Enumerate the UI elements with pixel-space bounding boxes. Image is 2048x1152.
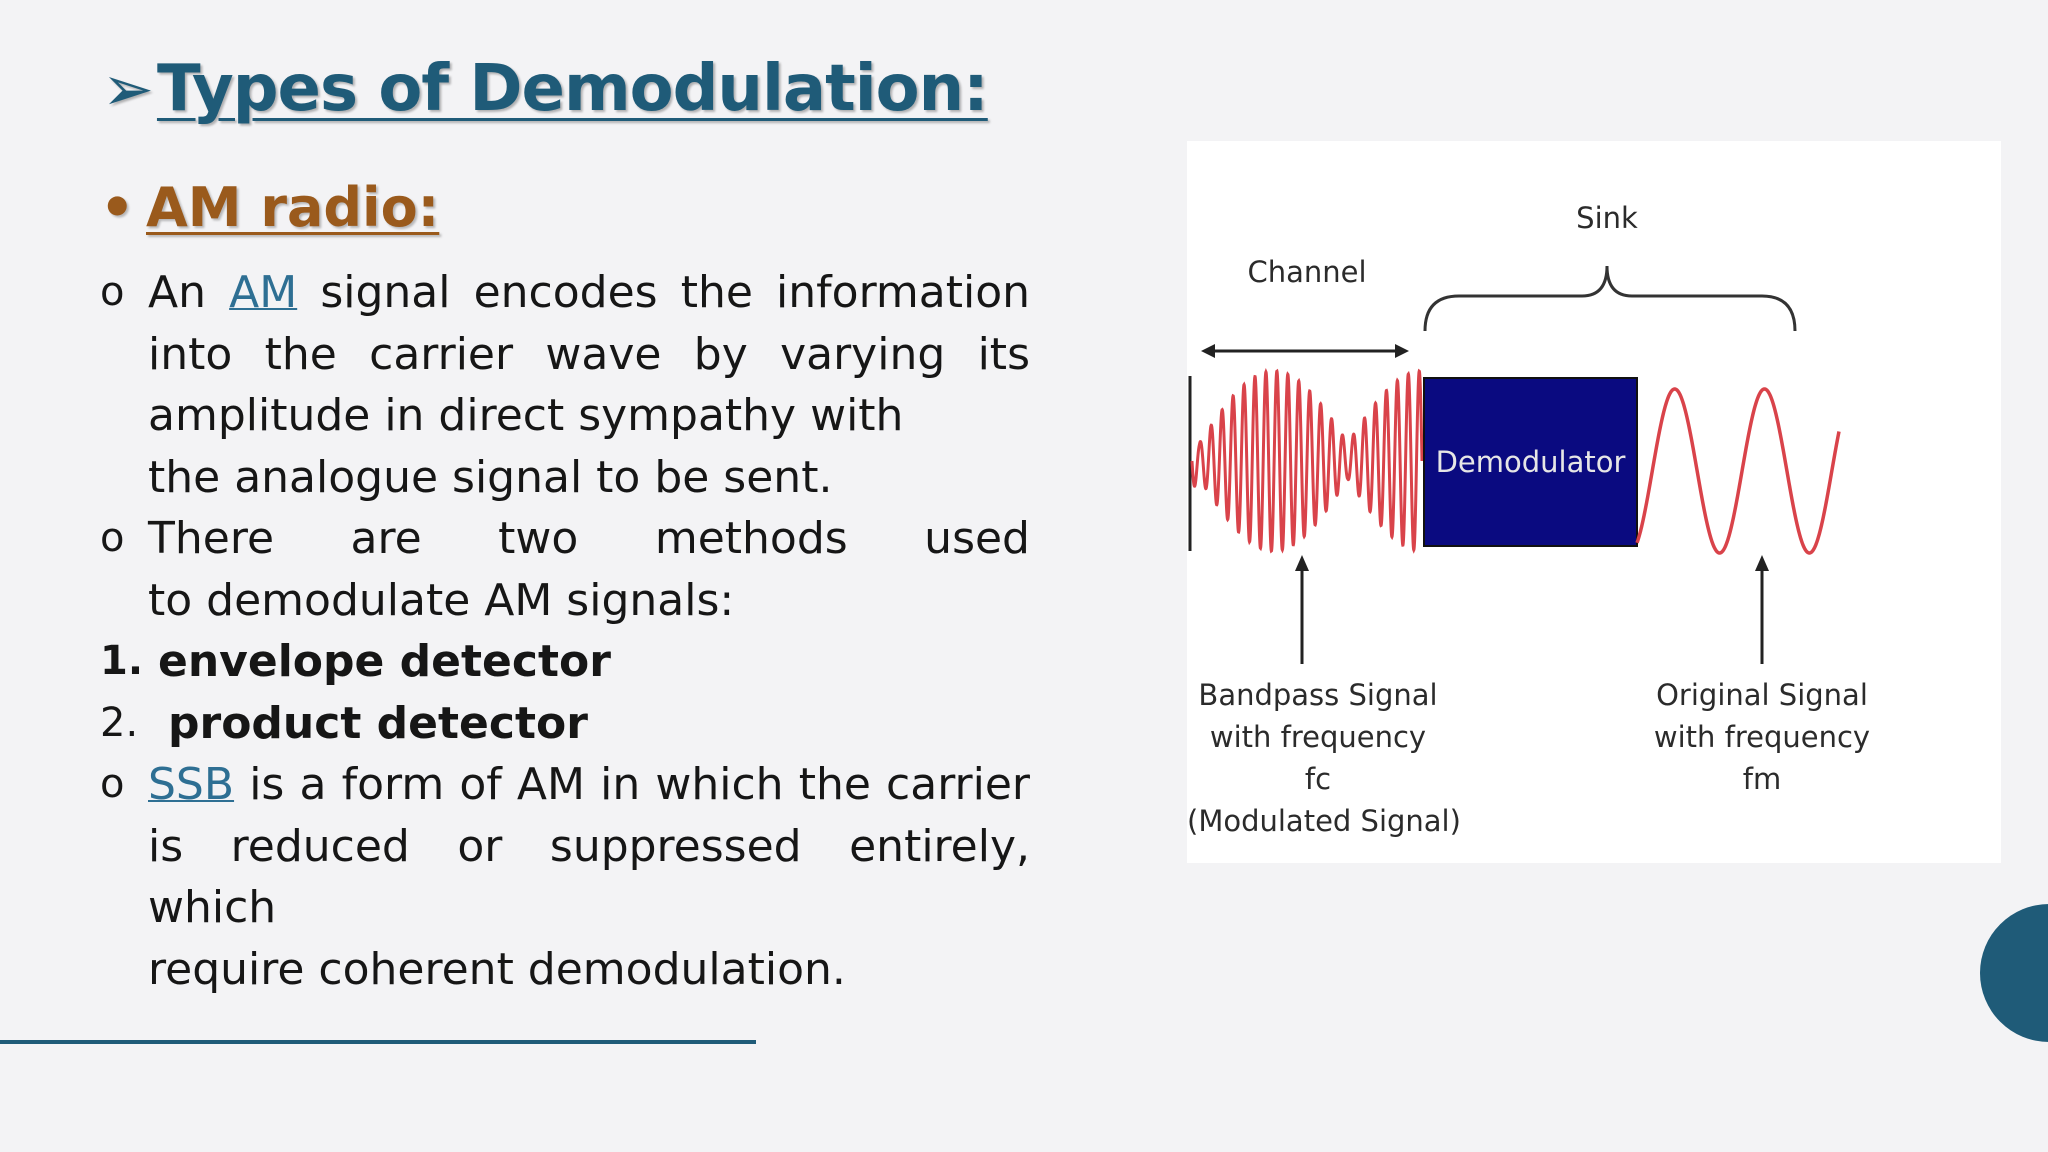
method-label: product detector — [168, 697, 588, 749]
bandpass-pointer-head — [1295, 555, 1309, 571]
original-wave — [1637, 389, 1839, 553]
body-text — [100, 262, 1030, 1000]
method-item-product — [100, 693, 1030, 755]
circle-bullet-icon: o — [100, 761, 125, 807]
label-line: Original Signal — [1656, 678, 1868, 712]
paragraph-text: signal encodes the information into the carrier wave by varying its amplitude in direct sympathy with — [148, 267, 1030, 441]
method-label: envelope detector — [158, 636, 611, 687]
bullet-dot-icon: • — [100, 176, 135, 239]
sink-label: Sink — [1576, 201, 1638, 235]
paragraph-last-line: require coherent demodulation. — [148, 943, 846, 995]
paragraph-last-line: the analogue signal to be sent. — [148, 451, 833, 503]
channel-arrow-left-head — [1201, 344, 1215, 358]
circle-bullet-icon: o — [100, 515, 125, 561]
label-line: (Modulated Signal) — [1187, 804, 1461, 838]
paragraph-text: to demodulate AM signals: — [148, 574, 735, 626]
paragraph-text: There are two methods used — [148, 513, 1030, 564]
label-line: fm — [1742, 762, 1782, 796]
demodulator-label: Demodulator — [1435, 445, 1626, 479]
list-number: 2. — [100, 699, 139, 746]
corner-accent-circle — [1980, 904, 2048, 1042]
original-pointer-head — [1755, 555, 1769, 571]
paragraph-text: An — [148, 267, 230, 318]
list-number: 1. — [100, 638, 144, 684]
circle-bullet-icon: o — [100, 269, 125, 315]
method-item-envelope — [100, 631, 1030, 693]
am-link[interactable]: AM — [229, 267, 298, 318]
slide-title — [102, 52, 988, 126]
original-signal-label — [1637, 674, 1887, 800]
paragraph-two-methods — [100, 508, 1030, 631]
label-line: with frequency — [1653, 720, 1871, 754]
sink-brace — [1425, 266, 1795, 331]
ssb-link[interactable]: SSB — [148, 759, 235, 810]
channel-arrow-right-head — [1395, 344, 1409, 358]
bandpass-signal-label — [1187, 674, 1461, 842]
modulated-wave — [1192, 371, 1422, 551]
paragraph-am-signal — [100, 262, 1030, 508]
paragraph-ssb — [100, 754, 1030, 1000]
label-line: Bandpass Signal — [1198, 678, 1438, 712]
arrow-bullet-icon: ➢ — [102, 52, 153, 125]
bottom-accent-line — [0, 1040, 756, 1044]
section-heading-text: AM radio: — [146, 176, 440, 239]
section-heading — [100, 176, 439, 239]
paragraph-text: is a form of AM in which the carrier is reduced or suppressed entirely, which — [148, 759, 1030, 933]
label-line: with frequency — [1209, 720, 1427, 754]
channel-label: Channel — [1247, 255, 1367, 289]
label-line: fc — [1304, 762, 1332, 796]
title-text: Types of Demodulation: — [156, 52, 988, 126]
demodulation-diagram — [1187, 141, 2001, 863]
